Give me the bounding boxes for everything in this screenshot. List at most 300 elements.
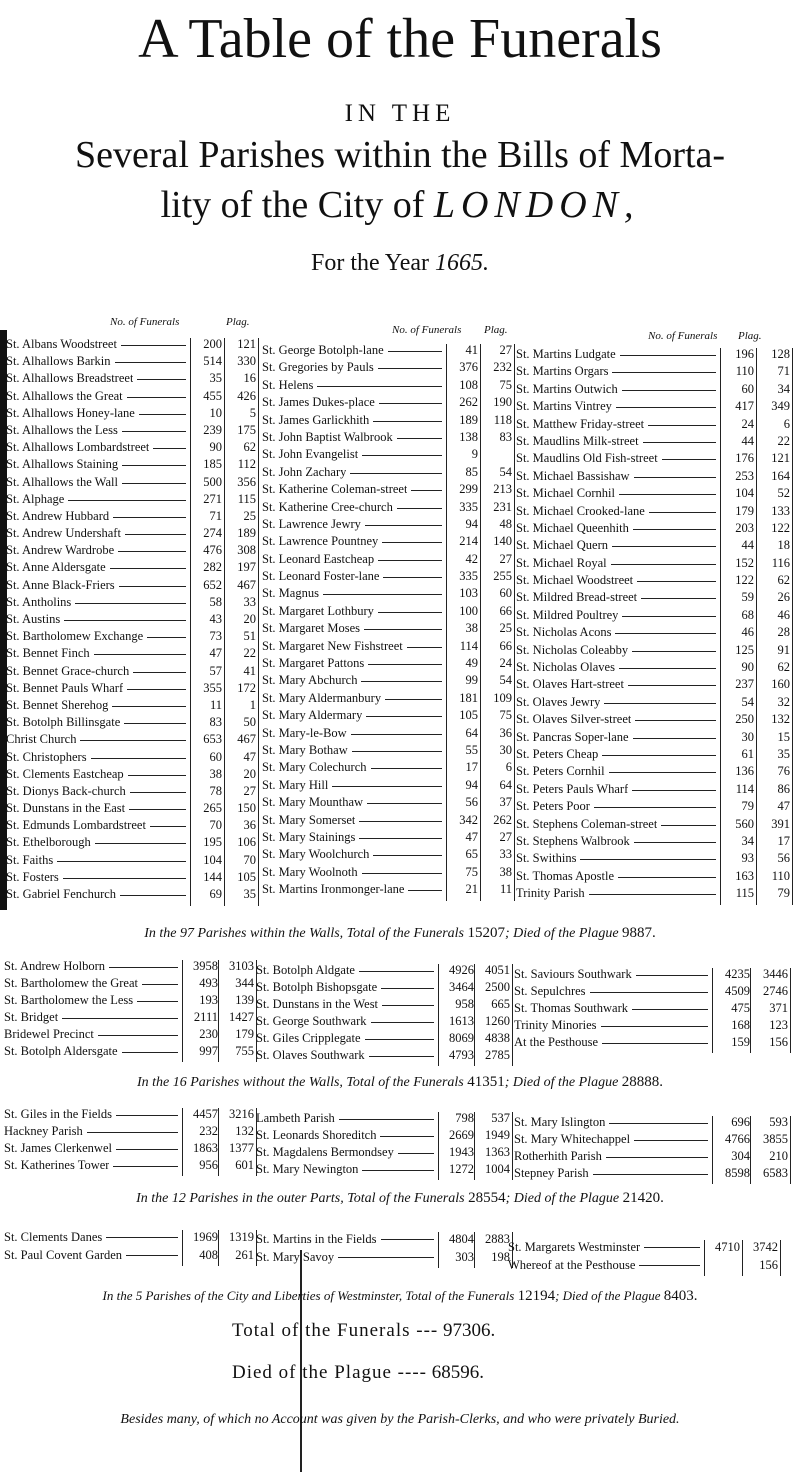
- parish-name: St. Anne Aldersgate: [6, 560, 106, 575]
- leader-line: [641, 598, 716, 599]
- parish-name: St. James Garlickhith: [262, 412, 370, 427]
- parish-name: St. Dunstans in the East: [6, 801, 126, 816]
- parish-name: St. Botolph Aldgate: [256, 963, 355, 977]
- plague-count: 47: [777, 799, 790, 814]
- funerals-count: 122: [735, 573, 754, 588]
- parish-name: St. Mary Colechurch: [262, 760, 367, 775]
- funerals-count: 46: [741, 625, 754, 640]
- leader-line: [380, 1136, 434, 1137]
- parish-row: [514, 1165, 796, 1182]
- parish-row: [516, 468, 796, 485]
- parish-row: [516, 798, 796, 815]
- column-rule: [218, 1230, 219, 1266]
- plague-count: 467: [237, 732, 256, 747]
- leader-line: [122, 431, 186, 432]
- plague-count: 118: [493, 412, 512, 427]
- funerals-count: 64: [465, 725, 478, 740]
- parish-name: St. Margaret Pattons: [262, 656, 365, 671]
- leader-line: [95, 843, 186, 844]
- parish-name: St. Margaret Lothbury: [262, 603, 374, 618]
- leader-line: [365, 1039, 434, 1040]
- parish-name: St. Botolph Billinsgate: [6, 715, 121, 730]
- leader-line: [593, 1174, 708, 1175]
- leader-line: [121, 345, 186, 346]
- plague-count: 467: [237, 577, 256, 592]
- funerals-count: 104: [203, 852, 222, 867]
- col3-funerals-heading: No. of Funerals: [648, 330, 718, 342]
- plague-count: 156: [759, 1258, 778, 1272]
- leader-line: [398, 1153, 434, 1154]
- funerals-count: 335: [459, 569, 478, 584]
- parish-name: St. Mary-le-Bow: [262, 725, 347, 740]
- funerals-count: 104: [735, 486, 754, 501]
- parish-row: [516, 642, 796, 659]
- parish-row: [516, 763, 796, 780]
- column-rule: [704, 1240, 705, 1276]
- leader-line: [602, 755, 716, 756]
- funerals-count: 342: [459, 812, 478, 827]
- grand-total-funerals: [232, 1320, 495, 1342]
- without-walls-plague: 28888.: [621, 1074, 664, 1090]
- plague-count: 86: [777, 781, 790, 796]
- plague-count: 30: [499, 742, 512, 757]
- funerals-count: 193: [199, 993, 218, 1007]
- parish-row: [516, 450, 796, 467]
- plague-count: 189: [237, 526, 256, 541]
- parish-row: [516, 537, 796, 554]
- funerals-count: 417: [735, 399, 754, 414]
- column-rule: [514, 344, 515, 901]
- within-walls-summary: [0, 925, 800, 942]
- title-line-2: IN THE: [344, 100, 456, 127]
- grand-total-funerals-value: 97306.: [442, 1320, 496, 1341]
- parish-row: [256, 1161, 514, 1178]
- leader-line: [365, 525, 442, 526]
- plague-count: 601: [235, 1158, 254, 1172]
- plague-count: 262: [493, 812, 512, 827]
- col1-funerals-heading: No. of Funerals: [110, 316, 180, 328]
- parish-name: St. Andrew Holborn: [4, 959, 106, 973]
- funerals-count: 335: [459, 499, 478, 514]
- parish-name: St. Stephens Coleman-street: [516, 816, 658, 831]
- plague-count: 2883: [485, 1232, 510, 1246]
- leader-line: [359, 821, 442, 822]
- plague-count: 110: [771, 868, 790, 883]
- parish-name: St. Pancras Soper-lane: [516, 729, 629, 744]
- plague-count: 41: [243, 663, 256, 678]
- column-rule: [190, 338, 191, 906]
- parish-name: St. Mildred Poultrey: [516, 607, 619, 622]
- parish-name: St. Lawrence Jewry: [262, 516, 361, 531]
- funerals-count: 475: [731, 1001, 750, 1015]
- plague-count: 3742: [753, 1240, 778, 1254]
- parish-row: [516, 659, 796, 676]
- parish-name: St. Alhallows Staining: [6, 457, 119, 472]
- leader-line: [122, 1052, 178, 1053]
- plague-count: 2785: [485, 1048, 510, 1062]
- funerals-count: 17: [465, 760, 478, 775]
- plague-count: 34: [777, 381, 790, 396]
- column-rule: [182, 960, 183, 1062]
- funerals-count: 1943: [449, 1145, 474, 1159]
- parish-row: [516, 816, 796, 833]
- funerals-count: 58: [209, 594, 222, 609]
- column-rule: [720, 348, 721, 905]
- parish-name: St. Thomas Southwark: [514, 1001, 629, 1015]
- plague-count: 62: [777, 573, 790, 588]
- westminster-total: 12194: [517, 1288, 556, 1304]
- funerals-count: 49: [465, 656, 478, 671]
- plague-count: 3855: [763, 1132, 788, 1146]
- parish-row: [516, 416, 796, 433]
- plague-count: 1: [249, 697, 256, 712]
- leader-line: [137, 1001, 178, 1002]
- title-year: 1665.: [435, 250, 489, 276]
- parish-name: St. Bartholomew the Great: [4, 976, 138, 990]
- leader-line: [364, 629, 442, 630]
- leader-line: [612, 546, 716, 547]
- parish-row: [256, 1127, 514, 1144]
- parish-row: [516, 711, 796, 728]
- parish-name: St. Mary Hill: [262, 777, 329, 792]
- column-rule: [712, 968, 713, 1053]
- plague-count: 75: [499, 708, 512, 723]
- funerals-count: 99: [465, 673, 478, 688]
- plague-count: 33: [499, 847, 512, 862]
- parish-row: [262, 412, 516, 429]
- parish-name: St. Thomas Apostle: [516, 868, 615, 883]
- leader-line: [68, 500, 186, 501]
- leader-line: [379, 403, 442, 404]
- parish-name: St. John Zachary: [262, 464, 347, 479]
- col2-plague-heading: Plag.: [484, 324, 508, 336]
- plague-count: 38: [499, 864, 512, 879]
- funerals-count: 125: [735, 642, 754, 657]
- parish-row: [516, 850, 796, 867]
- within-walls-plague: 9887.: [622, 925, 656, 941]
- leader-line: [91, 758, 186, 759]
- leader-line: [620, 355, 716, 356]
- leader-line: [408, 890, 442, 891]
- parish-name: St. Mary Bothaw: [262, 742, 348, 757]
- column-rule: [480, 344, 481, 901]
- plague-count: 755: [235, 1044, 254, 1058]
- parish-row: [516, 729, 796, 746]
- funerals-count: 90: [209, 440, 222, 455]
- funerals-count: 176: [735, 451, 754, 466]
- funerals-count: 105: [459, 708, 478, 723]
- plague-count: 593: [769, 1115, 788, 1129]
- funerals-count: 78: [209, 783, 222, 798]
- leader-line: [142, 984, 178, 985]
- funerals-count: 476: [203, 543, 222, 558]
- funerals-count: 71: [209, 508, 222, 523]
- parish-name: St. Maudlins Old Fish-street: [516, 451, 658, 466]
- parish-row: [262, 533, 516, 550]
- parish-name: St. Edmunds Lombardstreet: [6, 818, 146, 833]
- funerals-count: 90: [741, 660, 754, 675]
- funerals-count: 798: [455, 1111, 474, 1125]
- parish-name: St. Mary Woolchurch: [262, 847, 370, 862]
- parish-name: Stepney Parish: [514, 1166, 589, 1180]
- leader-line: [616, 407, 716, 408]
- funerals-count: 24: [741, 416, 754, 431]
- funerals-count: 38: [465, 621, 478, 636]
- without-walls-column-2: [256, 962, 514, 1064]
- leader-line: [622, 616, 716, 617]
- leader-line: [106, 1237, 178, 1238]
- parish-row: [262, 568, 516, 585]
- funerals-count: 195: [203, 835, 222, 850]
- funerals-count: 696: [731, 1115, 750, 1129]
- leader-line: [407, 647, 442, 648]
- plague-count: 6: [783, 416, 790, 431]
- plague-count: 11: [499, 882, 512, 897]
- funerals-count: 60: [741, 381, 754, 396]
- parish-row: [262, 446, 516, 463]
- parish-name: St. Bartholomew Exchange: [6, 629, 144, 644]
- parish-name: St. Michael Quern: [516, 538, 608, 553]
- plague-count: 47: [243, 749, 256, 764]
- parish-row: [514, 1131, 796, 1148]
- parish-row: [514, 1114, 796, 1131]
- plague-count: 36: [243, 818, 256, 833]
- plague-count: 132: [771, 712, 790, 727]
- funerals-count: 43: [209, 612, 222, 626]
- leader-line: [649, 512, 716, 513]
- parish-row: [514, 983, 796, 1000]
- parish-name: St. Mary Savoy: [256, 1250, 335, 1264]
- plague-count: 133: [771, 503, 790, 518]
- funerals-count: 60: [209, 749, 222, 764]
- leader-line: [637, 581, 716, 582]
- leader-line: [127, 689, 186, 690]
- parish-name: St. Alhallows Breadstreet: [6, 371, 134, 386]
- parish-row: [516, 624, 796, 641]
- plague-count: 6: [505, 760, 512, 775]
- funerals-count: 11: [209, 697, 222, 712]
- parish-name: St. Margaret New Fishstreet: [262, 638, 403, 653]
- parish-name: St. Olaves Southwark: [256, 1048, 365, 1062]
- plague-count: 26: [777, 590, 790, 605]
- funerals-count: 4926: [449, 963, 474, 977]
- outer-parts-total: 28554: [468, 1190, 506, 1206]
- parish-row: [256, 1110, 514, 1127]
- plague-count: 150: [237, 801, 256, 816]
- leader-line: [397, 438, 442, 439]
- funerals-count: 69: [209, 887, 222, 901]
- without-walls-column-1: [4, 958, 256, 1060]
- funerals-count: 103: [459, 586, 478, 601]
- plague-count: 140: [493, 534, 512, 549]
- plague-count: 54: [499, 673, 512, 688]
- plague-count: 22: [243, 646, 256, 661]
- parish-row: [516, 868, 796, 885]
- parish-name: St. Alhallows the Wall: [6, 474, 118, 489]
- westminster-plague: 8403.: [663, 1288, 698, 1304]
- parish-name: St. Katherines Tower: [4, 1158, 110, 1172]
- funerals-count: 108: [459, 377, 478, 392]
- parish-row: [262, 690, 516, 707]
- column-rule: [446, 344, 447, 901]
- funerals-count: 136: [735, 764, 754, 779]
- parish-name: St. Andrew Hubbard: [6, 508, 110, 523]
- without-walls-summary-mid: ; Died of the Plague: [504, 1075, 619, 1090]
- leader-line: [98, 1035, 178, 1036]
- plague-count: 79: [777, 886, 790, 901]
- leader-line: [124, 723, 186, 724]
- parish-name: St. Martins Outwich: [516, 381, 618, 396]
- leader-line: [57, 861, 186, 862]
- parish-row: [262, 394, 516, 411]
- column-rule: [438, 964, 439, 1066]
- within-walls-column-1: [6, 336, 262, 903]
- funerals-count: 376: [459, 360, 478, 375]
- parish-row: [256, 1144, 514, 1161]
- parish-name: St. Alphage: [6, 491, 65, 506]
- plague-count: 255: [493, 569, 512, 584]
- plague-count: 4838: [485, 1031, 510, 1045]
- leader-line: [116, 1115, 178, 1116]
- plague-count: 139: [235, 993, 254, 1007]
- column-rule: [224, 338, 225, 906]
- title-line-4: [20, 184, 780, 226]
- funerals-count: 10: [209, 405, 222, 420]
- parish-name: St. Michael Bassishaw: [516, 468, 630, 483]
- parish-name: St. Bennet Finch: [6, 646, 90, 661]
- funerals-count: 250: [735, 712, 754, 727]
- plague-count: 54: [499, 464, 512, 479]
- outer-parts-summary-text: In the 12 Parishes in the outer Parts, Total of the Funerals: [136, 1191, 465, 1206]
- within-walls-summary-text: In the 97 Parishes within the Walls, Total of the Funerals: [144, 926, 465, 941]
- funerals-count: 54: [741, 694, 754, 709]
- funerals-count: 408: [199, 1248, 218, 1262]
- leader-line: [113, 1166, 178, 1167]
- column-rule: [712, 1116, 713, 1184]
- parish-row: [262, 359, 516, 376]
- parish-row: [262, 794, 516, 811]
- parish-name: St. John Baptist Walbrook: [262, 429, 393, 444]
- parish-name: St. Mildred Bread-street: [516, 590, 638, 605]
- plague-count: 33: [243, 594, 256, 609]
- funerals-count: 4457: [193, 1107, 218, 1121]
- plague-count: 1949: [485, 1128, 510, 1142]
- parish-row: [262, 377, 516, 394]
- funerals-count: 1863: [193, 1141, 218, 1155]
- parish-row: [516, 555, 796, 572]
- parish-row: [256, 979, 514, 996]
- funerals-count: 44: [741, 538, 754, 553]
- funerals-count: 355: [203, 680, 222, 695]
- leader-line: [87, 1132, 178, 1133]
- parish-row: [262, 429, 516, 446]
- westminster-summary-mid: ; Died of the Plague: [555, 1288, 661, 1303]
- parish-name: St. Mary Stainings: [262, 829, 356, 844]
- leader-line: [133, 672, 186, 673]
- plague-count: 48: [499, 516, 512, 531]
- plague-count: 156: [769, 1035, 788, 1049]
- column-rule: [182, 1108, 183, 1176]
- parish-name: Christ Church: [6, 732, 77, 747]
- funerals-count: 304: [731, 1149, 750, 1163]
- leader-line: [611, 564, 716, 565]
- plague-count: 27: [499, 343, 512, 357]
- leader-line: [609, 1123, 708, 1124]
- funerals-count: 303: [455, 1250, 474, 1264]
- funerals-count: 185: [203, 457, 222, 472]
- column-rule: [792, 348, 793, 905]
- parish-name: St. Stephens Walbrook: [516, 833, 630, 848]
- leader-line: [632, 790, 716, 791]
- funerals-count: 44: [741, 433, 754, 448]
- funerals-count: 38: [209, 766, 222, 781]
- leader-line: [150, 826, 186, 827]
- parish-name: St. Anne Black-Friers: [6, 577, 115, 592]
- funerals-count: 94: [465, 516, 478, 531]
- parish-name: St. Leonard Eastcheap: [262, 551, 375, 566]
- parish-row: [262, 864, 516, 881]
- funerals-count: 237: [735, 677, 754, 692]
- parish-name: St. Magdalens Bermondsey: [256, 1145, 394, 1159]
- parish-name: St. Olaves Hart-street: [516, 677, 624, 692]
- parish-row: [262, 638, 516, 655]
- plague-count: 356: [237, 474, 256, 489]
- parish-name: St. Mary Mounthaw: [262, 795, 364, 810]
- parish-name: St. Leonard Foster-lane: [262, 569, 380, 584]
- funerals-count: 114: [459, 638, 478, 653]
- leader-line: [632, 651, 716, 652]
- title-year-label: For the Year: [311, 250, 429, 276]
- westminster-column-2: [256, 1230, 508, 1266]
- parish-name: St. Olaves Silver-street: [516, 712, 632, 727]
- leader-line: [373, 855, 442, 856]
- parish-row: [516, 781, 796, 798]
- leader-line: [590, 992, 708, 993]
- plague-count: 50: [243, 715, 256, 730]
- plague-count: 36: [499, 725, 512, 740]
- plague-count: 1260: [485, 1014, 510, 1028]
- plague-count: 197: [237, 560, 256, 575]
- without-walls-total: 41351: [467, 1074, 505, 1090]
- parish-name: St. James Dukes-place: [262, 395, 375, 410]
- parish-name: St. Maudlins Milk-street: [516, 433, 639, 448]
- leader-line: [385, 699, 442, 700]
- westminster-summary: [0, 1288, 800, 1305]
- parish-name: St. Katherine Cree-church: [262, 499, 393, 514]
- plague-count: 20: [243, 766, 256, 781]
- parish-name: Rotherhith Parish: [514, 1149, 602, 1163]
- leader-line: [126, 1255, 178, 1256]
- plague-count: 213: [493, 482, 512, 497]
- column-rule: [790, 1116, 791, 1184]
- parish-row: [256, 1248, 508, 1266]
- funerals-count: 8598: [725, 1166, 750, 1180]
- funerals-count: 493: [199, 976, 218, 990]
- plague-count: 28: [777, 625, 790, 640]
- plague-count: 116: [771, 555, 790, 570]
- column-rule: [258, 338, 259, 906]
- funerals-count: 163: [735, 868, 754, 883]
- plague-count: 179: [235, 1027, 254, 1041]
- parish-name: St. Swithins: [516, 851, 577, 866]
- funerals-count: 47: [465, 829, 478, 844]
- parish-row: [516, 572, 796, 589]
- plague-count: 70: [243, 852, 256, 867]
- parish-name: St. Christophers: [6, 749, 87, 764]
- without-walls-column-3: [514, 966, 796, 1051]
- parish-name: Lambeth Parish: [256, 1111, 335, 1125]
- leader-line: [332, 786, 442, 787]
